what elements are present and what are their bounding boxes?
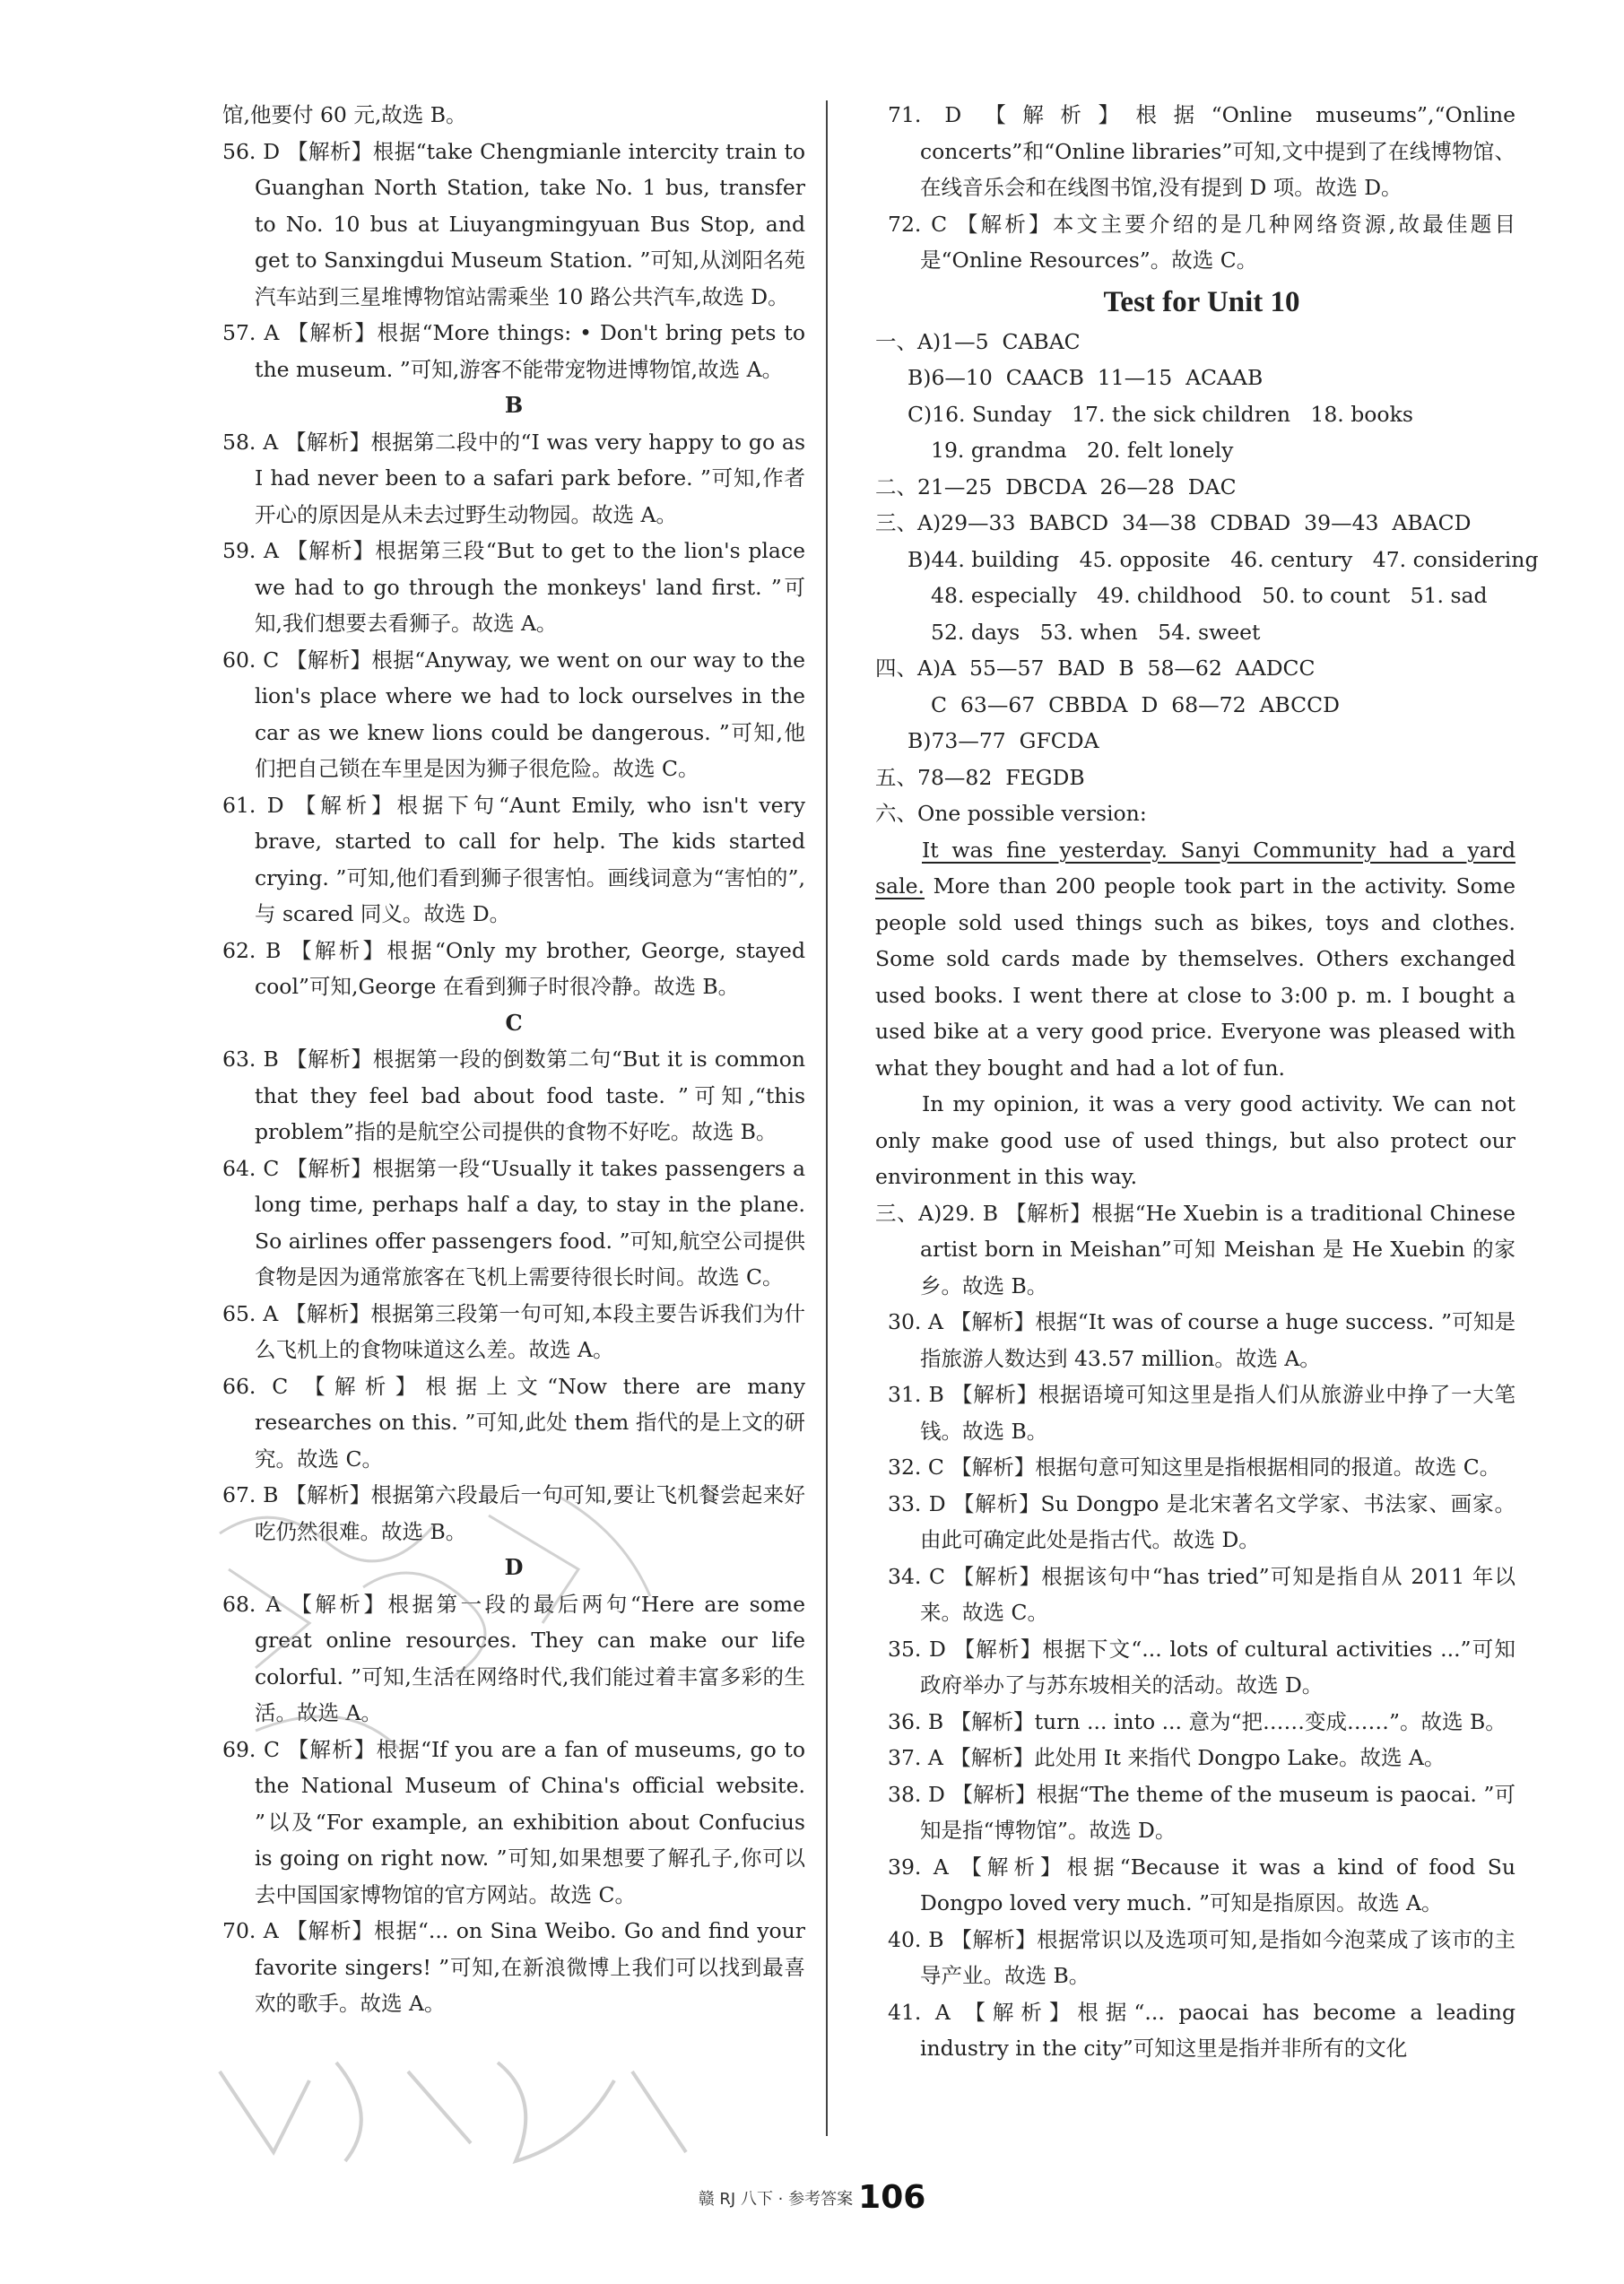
footer-label: 赣 RJ 八下 · 参考答案 (698, 2190, 854, 2209)
answer-item-39: 39. A 【解析】根据“Because it was a kind of food Su Dongpo loved very much. ”可知是指原因。故选 A。 (888, 1854, 1515, 1915)
answer-key-line: 52. days 53. when 54. sweet (931, 619, 1261, 645)
answer-item-36: 36. B 【解析】turn ... into ... 意为“把……变成……”。故选 B。 (888, 1708, 1507, 1734)
answer-item-31: 31. B 【解析】根据语境可知这里是指人们从旅游业中挣了一大笔钱。故选 B。 (888, 1382, 1515, 1444)
answer-item-71: 71. D 【解析】根据“Online museums”,“Online concerts”和“Online libraries”可知,文中提到了在线博物馆、在线音乐会和在线图书馆,没有提到 D 项。故选 D。 (888, 102, 1515, 200)
essay-paragraph-1 (875, 832, 1515, 1087)
essay-paragraph-2: In my opinion, it was a very good activity. We can not only make good use of used things, but also protect our environment in this way. (875, 1091, 1515, 1189)
answer-item-72: 72. C 【解析】本文主要介绍的是几种网络资源,故最佳题目是“Online Resources”。故选 C。 (888, 211, 1515, 273)
answer-key-line: 四、A)A 55—57 BAD B 58—62 AADCC (875, 656, 1316, 681)
answer-key-line: 19. grandma 20. felt lonely (931, 438, 1234, 463)
answer-item-59: 59. A 【解析】根据第三段“But to get to the lion's place we had to go through the monkeys' land first. ”可知,我们想要去看狮子。故选 A。 (222, 538, 805, 636)
answer-item-29: 三、A)29. B 【解析】根据“He Xuebin is a traditional Chinese artist born in Meishan”可知 Meishan 是 He Xuebin 的家乡。故选 B。 (875, 1200, 1515, 1298)
test-title: Test for Unit 10 (1103, 285, 1300, 318)
answer-key-line: B)6—10 CAACB 11—15 ACAAB (908, 365, 1264, 390)
watermark-graphic (202, 2045, 704, 2179)
column-divider (826, 100, 828, 2136)
page-footer (0, 2179, 1624, 2216)
answer-item-56: 56. D 【解析】根据“take Chengmianle intercity train to Guanghan North Station, take No. 1 bus, transfer to No. 10 bus at Liuyangmingyuan Bus Stop, and get to Sanxingdui Museum Station. ”可知,从浏阳名苑汽车站到三星堆博物馆站需乘坐 10 路公共汽车,故选 D。 (222, 138, 805, 309)
answer-key-line: 三、A)29—33 BABCD 34—38 CDBAD 39—43 ABACD (875, 510, 1472, 535)
answer-item-60: 60. C 【解析】根据“Anyway, we went on our way to the lion's place where we had to lock ourselves in the car as we knew lions could be dangerous. ”可知,他们把自己锁在车里是因为狮子很危险。故选 C。 (222, 647, 805, 781)
answer-item-65: 65. A 【解析】根据第三段第一句可知,本段主要告诉我们为什么飞机上的食物味道这么差。故选 A。 (222, 1300, 805, 1362)
answer-item-57: 57. A 【解析】根据“More things: • Don't bring pets to the museum. ”可知,游客不能带宠物进博物馆,故选 A。 (222, 320, 805, 382)
answer-item-34: 34. C 【解析】根据该句中“has tried”可知是指自从 2011 年以来。故选 C。 (888, 1563, 1515, 1625)
answer-key-line: 五、78—82 FEGDB (875, 764, 1085, 790)
essay-underlined-sentence: It was fine yesterday. Sanyi Community had a yard sale. (875, 837, 1515, 899)
answer-key-line: C 63—67 CBBDA D 68—72 ABCCD (931, 691, 1340, 717)
answer-key-line: 二、21—25 DBCDA 26—28 DAC (875, 473, 1237, 499)
answer-item-32: 32. C 【解析】根据句意可知这里是指根据相同的报道。故选 C。 (888, 1455, 1501, 1480)
answer-item-41: 41. A 【解析】根据“... paocai has become a leading industry in the city”可知这里是指并非所有的文化 (888, 1999, 1515, 2061)
section-heading-c: C (505, 1009, 523, 1036)
answer-item-40: 40. B 【解析】根据常识以及选项可知,是指如今泡菜成了该市的主导产业。故选 B。 (888, 1926, 1515, 1988)
answer-item-62: 62. B 【解析】根据“Only my brother, George, stayed cool”可知,George 在看到狮子时很冷静。故选 B。 (222, 937, 805, 999)
essay-text: More than 200 people took part in the activity. Some people sold used things such as bikes, toys and clothes. Some sold cards made by themselves. Others exchanged used books. I went there at close to 3:00 p. m. I bought a used bike at a very good price. Everyone was pleased with what they bought and had a lot of fun. (875, 873, 1515, 1081)
answer-key-line: B)44. building 45. opposite 46. century 47. considering (908, 546, 1539, 572)
answer-key-line: 一、A)1—5 CABAC (875, 328, 1081, 354)
answer-item-70: 70. A 【解析】根据“... on Sina Weibo. Go and find your favorite singers! ”可知,在新浪微博上我们可以找到最喜欢的歌手。故选 A。 (222, 1918, 805, 2016)
answer-item-33: 33. D 【解析】Su Dongpo 是北宋著名文学家、书法家、画家。由此可确定此处是指古代。故选 D。 (888, 1490, 1515, 1552)
section-heading-d: D (504, 1554, 524, 1580)
answer-item-69: 69. C 【解析】根据“If you are a fan of museums, go to the National Museum of China's official website. ”以及“For example, an exhibition about Confucius is going on right now. ”可知,如果想要了解孔子,你可以去中国国家博物馆的官方网站。故选 C。 (222, 1736, 805, 1907)
answer-key-line: C)16. Sunday 17. the sick children 18. books (908, 401, 1413, 427)
answer-item-67: 67. B 【解析】根据第六段最后一句可知,要让飞机餐尝起来好吃仍然很难。故选 B。 (222, 1482, 805, 1544)
answer-item-37: 37. A 【解析】此处用 It 来指代 Dongpo Lake。故选 A。 (888, 1745, 1446, 1770)
answer-key-line: 六、One possible version: (875, 801, 1147, 826)
answer-item-64: 64. C 【解析】根据第一段“Usually it takes passengers a long time, perhaps half a day, to stay in the plane. So airlines offer passengers food. ”可知,航空公司提供食物是因为通常旅客在飞机上需要待很长时间。故选 C。 (222, 1155, 805, 1290)
right-column (875, 97, 1539, 2067)
answer-item-35: 35. D 【解析】根据下文“... lots of cultural activities ...”可知政府举办了与苏东坡相关的活动。故选 D。 (888, 1636, 1515, 1698)
answer-item-63: 63. B 【解析】根据第一段的倒数第二句“But it is common that they feel bad about food taste. ”可知,“this problem”指的是航空公司提供的食物不好吃。故选 B。 (222, 1046, 805, 1144)
left-column (222, 97, 805, 2022)
section-heading-b: B (504, 392, 524, 418)
answer-item-30: 30. A 【解析】根据“It was of course a huge success. ”可知是指旅游人数达到 43.57 million。故选 A。 (888, 1309, 1515, 1371)
text-paragraph: 馆,他要付 60 元,故选 B。 (222, 102, 467, 127)
answer-key-line: B)73—77 GFCDA (908, 728, 1099, 753)
answer-item-61: 61. D 【解析】根据下句“Aunt Emily, who isn't very brave, started to call for help. The kids started crying. ”可知,他们看到狮子很害怕。画线词意为“害怕的”,与 scared 同义。故选 D。 (222, 792, 805, 926)
page-number: 106 (858, 2179, 926, 2216)
answer-item-66: 66. C 【解析】根据上文“Now there are many researches on this. ”可知,此处 them 指代的是上文的研究。故选 C。 (222, 1373, 805, 1472)
answer-item-68: 68. A 【解析】根据第一段的最后两句“Here are some great online resources. They can make our life colorful. ”可知,生活在网络时代,我们能过着丰富多彩的生活。故选 A。 (222, 1591, 805, 1725)
answer-item-58: 58. A 【解析】根据第二段中的“I was very happy to go as I had never been to a safari park before. ”可知,作者开心的原因是从未去过野生动物园。故选 A。 (222, 429, 805, 527)
answer-item-38: 38. D 【解析】根据“The theme of the museum is paocai. ”可知是指“博物馆”。故选 D。 (888, 1781, 1515, 1843)
answer-key-line: 48. especially 49. childhood 50. to count 51. sad (931, 583, 1488, 608)
